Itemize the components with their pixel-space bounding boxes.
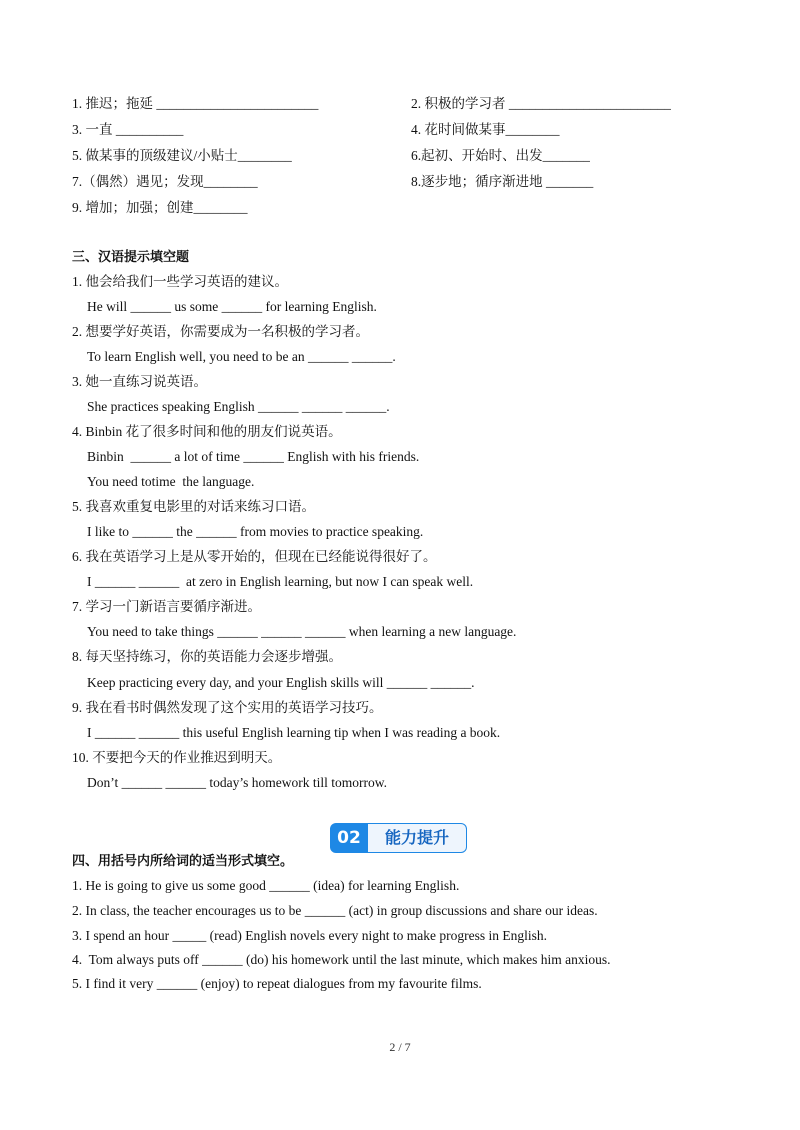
s3-q5-en: I like to ______ the ______ from movies to practice speaking.: [87, 524, 424, 539]
s3-q2-en: To learn English well, you need to be an ______ ______.: [87, 349, 396, 364]
s3-q1-en: He will ______ us some ______ for learning English.: [87, 299, 377, 314]
s3-q8-en: Keep practicing every day, and your English skills will ______ ______.: [87, 675, 475, 690]
s4-q1: 1. He is going to give us some good ______ (idea) for learning English.: [72, 878, 460, 893]
s3-q7-cn: 7. 学习一门新语言要循序渐进。: [72, 599, 261, 614]
s3-q4-en: Binbin ______ a lot of time ______ English with his friends.: [87, 449, 420, 464]
vocab-item-6: 6.起初、开始时、出发_______: [411, 148, 590, 163]
section3-title: 三、汉语提示填空题: [72, 250, 190, 265]
s3-q6-cn: 6. 我在英语学习上是从零开始的，但现在已经能说得很好了。: [72, 549, 437, 564]
s4-q3: 3. I spend an hour _____ (read) English novels every night to make progress in English.: [72, 928, 548, 943]
s4-q2: 2. In class, the teacher encourages us to be ______ (act) in group discussions and share our ideas.: [72, 903, 598, 918]
vocab-item-7: 7.（偶然）遇见；发现________: [72, 174, 258, 189]
s3-q10-en: Don’t ______ ______ today’s homework till tomorrow.: [87, 775, 387, 790]
vocab-item-3: 3. 一直 __________: [72, 122, 184, 137]
s3-q3-en: She practices speaking English ______ ______ ______.: [87, 399, 390, 414]
s3-q10-cn: 10. 不要把今天的作业推迟到明天。: [72, 750, 282, 765]
vocab-item-2: 2. 积极的学习者 ________________________: [411, 96, 671, 111]
s4-q5: 5. I find it very ______ (enjoy) to repeat dialogues from my favourite films.: [72, 976, 482, 991]
s4-q4: 4. Tom always puts off ______ (do) his homework until the last minute, which makes him anxious.: [72, 952, 611, 967]
page-number: 2 / 7: [389, 1040, 411, 1054]
s3-q7-en: You need to take things ______ ______ ______ when learning a new language.: [87, 624, 517, 639]
s3-q2-cn: 2. 想要学好英语，你需要成为一名积极的学习者。: [72, 324, 369, 339]
s3-q9-en: I ______ ______ this useful English learning tip when I was reading a book.: [87, 725, 501, 740]
vocab-item-4: 4. 花时间做某事________: [411, 122, 560, 137]
badge-label: 能力提升: [368, 823, 467, 853]
section-badge: [330, 823, 468, 853]
s3-q5-cn: 5. 我喜欢重复电影里的对话来练习口语。: [72, 499, 315, 514]
s3-q4-cn: 4. Binbin 花了很多时间和他的朋友们说英语。: [72, 424, 342, 439]
s3-q1-cn: 1. 他会给我们一些学习英语的建议。: [72, 274, 288, 289]
vocab-item-5: 5. 做某事的顶级建议/小贴士________: [72, 148, 292, 163]
vocab-item-1: 1. 推迟；拖延 ________________________: [72, 96, 319, 111]
s3-q6-en: I ______ ______ at zero in English learning, but now I can speak well.: [87, 574, 474, 589]
s3-q4-note: You need totime the language.: [87, 474, 255, 489]
s3-q9-cn: 9. 我在看书时偶然发现了这个实用的英语学习技巧。: [72, 700, 383, 715]
vocab-item-9: 9. 增加；加强；创建________: [72, 200, 248, 215]
vocab-item-8: 8.逐步地；循序渐进地 _______: [411, 174, 594, 189]
section4-title: 四、用括号内所给词的适当形式填空。: [72, 854, 294, 869]
badge-number: 02: [330, 823, 368, 853]
s3-q3-cn: 3. 她一直练习说英语。: [72, 374, 207, 389]
s3-q8-cn: 8. 每天坚持练习，你的英语能力会逐步增强。: [72, 649, 342, 664]
